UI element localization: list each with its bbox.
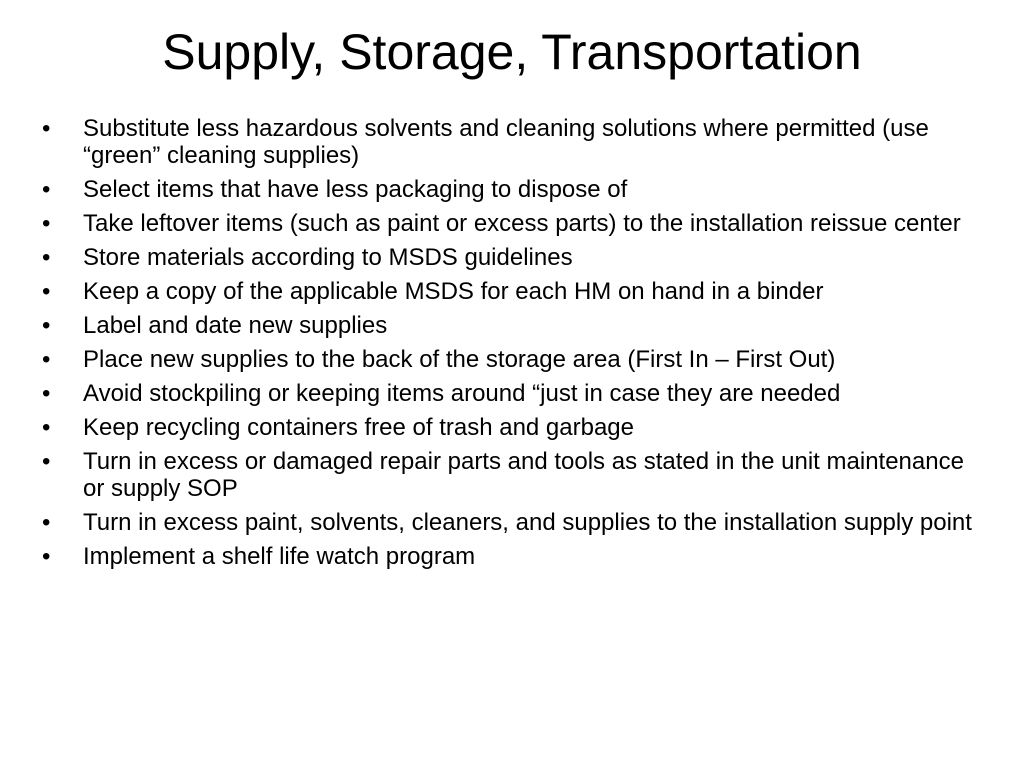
bullet-item	[42, 544, 982, 571]
bullet-text: Implement a shelf life watch program	[83, 543, 476, 571]
bullet-icon: •	[42, 508, 51, 536]
bullet-item	[42, 245, 982, 272]
bullet-text: Select items that have less packaging to dispose of	[83, 175, 628, 203]
bullet-icon: •	[42, 380, 51, 408]
bullet-icon: •	[42, 543, 51, 571]
bullet-icon: •	[42, 243, 51, 271]
bullet-item	[42, 381, 982, 408]
bullet-icon: •	[42, 346, 51, 374]
bullet-item	[42, 279, 982, 306]
bullet-icon: •	[42, 115, 51, 142]
bullet-text: Keep recycling containers free of trash and garbage	[83, 414, 635, 442]
bullet-item	[42, 211, 982, 238]
bullet-text: Turn in excess paint, solvents, cleaners, and supplies to the installation supply point	[83, 508, 972, 536]
bullet-item	[42, 510, 982, 537]
bullet-text: Take leftover items (such as paint or excess parts) to the installation reissue center	[83, 209, 961, 237]
bullet-icon: •	[42, 209, 51, 237]
slide-title: Supply, Storage, Transportation	[162, 24, 862, 80]
bullet-item	[42, 347, 982, 374]
bullet-item	[42, 116, 982, 169]
bullet-icon: •	[42, 311, 51, 339]
bullet-text: Label and date new supplies	[83, 311, 388, 339]
bullet-list	[42, 116, 982, 578]
bullet-item	[42, 313, 982, 340]
bullet-icon: •	[42, 414, 51, 442]
bullet-icon: •	[42, 448, 51, 476]
bullet-text: Turn in excess or damaged repair parts and tools as stated in the unit maintenance or supply SOP	[83, 448, 964, 502]
bullet-icon: •	[42, 175, 51, 203]
bullet-icon: •	[42, 277, 51, 305]
bullet-text: Place new supplies to the back of the storage area (First In – First Out)	[83, 346, 836, 374]
bullet-item	[42, 177, 982, 204]
bullet-text: Store materials according to MSDS guidelines	[83, 243, 573, 271]
bullet-item	[42, 449, 982, 502]
bullet-text: Substitute less hazardous solvents and cleaning solutions where permitted (use “green” cleaning supplies)	[83, 115, 929, 169]
bullet-text: Avoid stockpiling or keeping items around “just in case they are needed	[83, 380, 841, 408]
bullet-text: Keep a copy of the applicable MSDS for each HM on hand in a binder	[83, 277, 824, 305]
bullet-item	[42, 415, 982, 442]
